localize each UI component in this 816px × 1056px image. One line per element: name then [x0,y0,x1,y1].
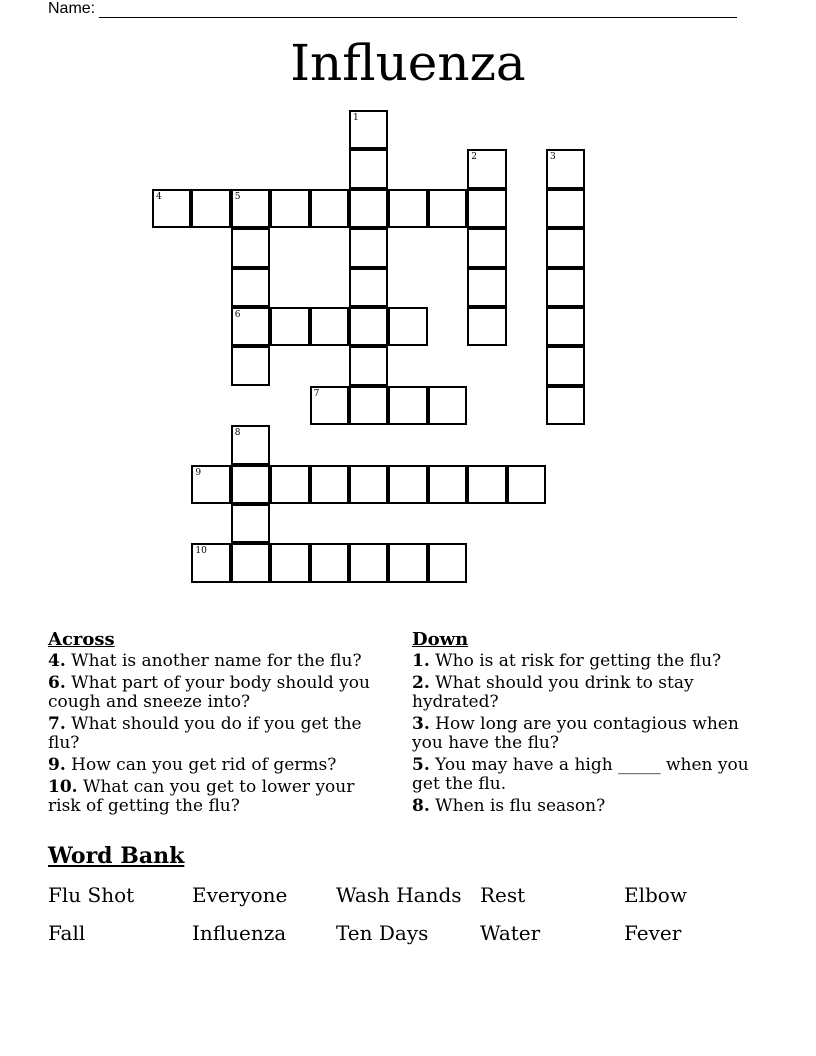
across-clue-4: 4. What is another name for the flu? [48,651,362,671]
word-bank-word: Flu Shot [48,883,135,907]
grid-cell[interactable] [231,307,270,346]
grid-cell[interactable] [349,228,388,267]
name-label: Name: [48,0,96,17]
grid-cell[interactable] [349,268,388,307]
across-clue-10: 10. What can you get to lower your risk of getting the flu? [48,777,355,816]
down-clues [412,630,752,819]
clue-number: 2 [471,152,477,163]
word-bank-word: Elbow [624,883,687,907]
word-bank-word: Wash Hands [336,883,462,907]
grid-cell[interactable] [388,189,427,228]
across-clue-6: 6. What part of your body should you cough and sneeze into? [48,673,370,712]
clue-number: 6 [234,310,241,320]
clue-number: 10 [195,546,207,557]
grid-cell[interactable] [467,189,506,228]
grid-cell[interactable] [310,189,349,228]
page-title: Influenza [290,34,526,92]
grid-cell[interactable] [152,189,191,228]
clue-number: 1 [353,113,359,123]
grid-cell[interactable] [349,543,388,582]
grid-cell[interactable] [191,189,230,228]
grid-cell[interactable] [388,465,427,504]
grid-cell[interactable] [546,307,585,346]
clue-number: 4 [156,191,162,202]
grid-cell[interactable] [310,465,349,504]
grid-cell[interactable] [349,110,388,149]
across-clue-9: 9. How can you get rid of germs? [48,755,337,775]
grid-cell[interactable] [546,268,585,307]
word-bank-word: Fall [48,921,86,945]
grid-cell[interactable] [546,149,585,188]
down-clue-3: 3. How long are you contagious when you have the flu? [412,714,739,753]
grid-cell[interactable] [467,307,506,346]
word-bank-word: Rest [480,883,526,907]
grid-cell[interactable] [231,465,270,504]
grid-cell[interactable] [428,543,467,582]
grid-cell[interactable] [349,465,388,504]
grid-cell[interactable] [310,307,349,346]
word-bank-word: Fever [624,921,682,945]
grid-cell[interactable] [270,307,309,346]
grid-cell[interactable] [270,189,309,228]
grid-cell[interactable] [191,465,230,504]
grid-cell[interactable] [546,189,585,228]
down-clue-5: 5. You may have a high _____ when you get the flu. [412,755,749,794]
across-heading: Across [48,629,115,650]
word-bank-word: Ten Days [336,921,429,945]
grid-cell[interactable] [231,543,270,582]
grid-cell[interactable] [349,386,388,425]
grid-cell[interactable] [546,346,585,385]
grid-cell[interactable] [388,543,427,582]
grid-cell[interactable] [546,386,585,425]
clue-number: 8 [234,428,241,439]
across-clues [48,630,388,819]
grid-cell[interactable] [388,386,427,425]
grid-cell[interactable] [191,543,230,582]
grid-cell[interactable] [428,386,467,425]
grid-cell[interactable] [467,465,506,504]
word-bank-word: Everyone [192,883,288,907]
grid-cell[interactable] [507,465,546,504]
grid-cell[interactable] [270,465,309,504]
down-heading: Down [412,629,469,650]
grid-cell[interactable] [310,386,349,425]
down-clue-2: 2. What should you drink to stay hydrated? [412,673,694,712]
grid-cell[interactable] [467,228,506,267]
word-bank-word: Water [480,921,541,945]
grid-cell[interactable] [270,543,309,582]
down-clue-8: 8. When is flu season? [412,796,606,816]
grid-cell[interactable] [231,504,270,543]
grid-cell[interactable] [428,189,467,228]
word-bank-word: Influenza [192,921,287,945]
grid-cell[interactable] [349,189,388,228]
clue-number: 9 [195,467,202,478]
grid-cell[interactable] [349,149,388,188]
grid-cell[interactable] [388,307,427,346]
grid-cell[interactable] [231,268,270,307]
grid-cell[interactable] [349,346,388,385]
grid-cell[interactable] [467,149,506,188]
grid-cell[interactable] [467,268,506,307]
across-clue-7: 7. What should you do if you get the flu? [48,714,362,753]
grid-cell[interactable] [231,425,270,464]
grid-cell[interactable] [546,228,585,267]
clue-number: 7 [313,388,320,399]
grid-cell[interactable] [231,228,270,267]
grid-cell[interactable] [428,465,467,504]
grid-cell[interactable] [310,543,349,582]
grid-cell[interactable] [349,307,388,346]
clue-number: 5 [234,191,241,202]
grid-cell[interactable] [231,346,270,385]
word-bank-title: Word Bank [48,843,185,869]
grid-cell[interactable] [231,189,270,228]
down-clue-1: 1. Who is at risk for getting the flu? [412,651,722,671]
clue-number: 3 [550,152,556,163]
